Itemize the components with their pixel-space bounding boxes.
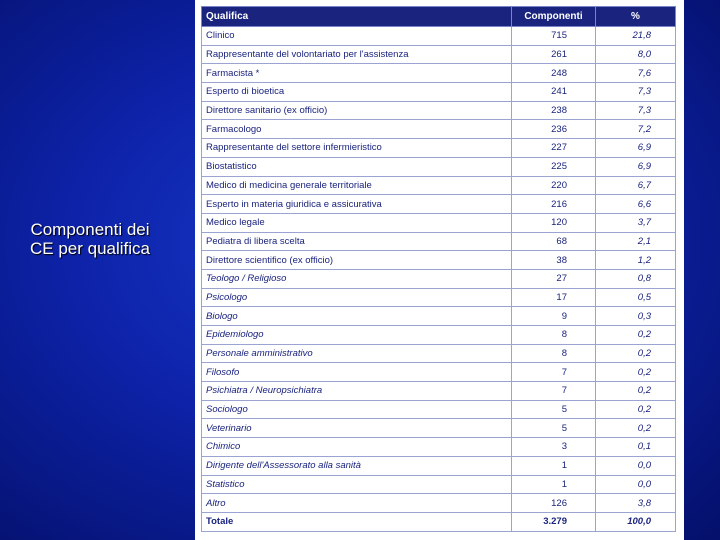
table-row — [202, 139, 676, 158]
componenti-cell: 241 — [512, 83, 596, 102]
percent-cell: 0,3 — [596, 307, 676, 326]
table-row — [202, 438, 676, 457]
percent-cell: 21,8 — [596, 27, 676, 46]
percent-cell: 0,2 — [596, 326, 676, 345]
table-row — [202, 157, 676, 176]
total-label: Totale — [202, 512, 512, 531]
componenti-cell: 5 — [512, 400, 596, 419]
table-row — [202, 195, 676, 214]
table-row — [202, 363, 676, 382]
total-row — [202, 512, 676, 531]
componenti-cell: 17 — [512, 288, 596, 307]
percent-cell: 0,2 — [596, 419, 676, 438]
componenti-cell: 216 — [512, 195, 596, 214]
componenti-cell: 120 — [512, 213, 596, 232]
qualifica-cell: Biologo — [202, 307, 512, 326]
table-row — [202, 176, 676, 195]
qualifica-cell: Esperto di bioetica — [202, 83, 512, 102]
percent-cell: 0,1 — [596, 438, 676, 457]
qualifica-cell: Chimico — [202, 438, 512, 457]
table-row — [202, 45, 676, 64]
table-row — [202, 494, 676, 513]
qualifica-cell: Medico di medicina generale territoriale — [202, 176, 512, 195]
componenti-cell: 220 — [512, 176, 596, 195]
percent-cell: 0,5 — [596, 288, 676, 307]
table-row — [202, 83, 676, 102]
table-row — [202, 456, 676, 475]
percent-cell: 8,0 — [596, 45, 676, 64]
table-body — [202, 27, 676, 532]
qualifica-cell: Teologo / Religioso — [202, 269, 512, 288]
percent-cell: 0,8 — [596, 269, 676, 288]
percent-cell: 7,3 — [596, 83, 676, 102]
qualifica-cell: Pediatra di libera scelta — [202, 232, 512, 251]
componenti-cell: 7 — [512, 363, 596, 382]
qualifica-cell: Farmacista * — [202, 64, 512, 83]
qualifica-cell: Direttore sanitario (ex officio) — [202, 101, 512, 120]
qualifica-table — [201, 6, 676, 532]
total-count: 3.279 — [512, 512, 596, 531]
table-row — [202, 382, 676, 401]
table-row — [202, 27, 676, 46]
table-row — [202, 344, 676, 363]
qualifica-cell: Medico legale — [202, 213, 512, 232]
table-row — [202, 251, 676, 270]
table-row — [202, 326, 676, 345]
componenti-cell: 68 — [512, 232, 596, 251]
componenti-cell: 5 — [512, 419, 596, 438]
percent-cell: 0,2 — [596, 363, 676, 382]
percent-cell: 6,9 — [596, 157, 676, 176]
qualifica-cell: Biostatistico — [202, 157, 512, 176]
percent-cell: 0,0 — [596, 475, 676, 494]
percent-cell: 2,1 — [596, 232, 676, 251]
componenti-cell: 27 — [512, 269, 596, 288]
percent-cell: 6,7 — [596, 176, 676, 195]
total-percent: 100,0 — [596, 512, 676, 531]
percent-cell: 6,6 — [596, 195, 676, 214]
percent-cell: 7,2 — [596, 120, 676, 139]
table-row — [202, 232, 676, 251]
percent-cell: 0,0 — [596, 456, 676, 475]
qualifica-cell: Rappresentante del settore infermieristico — [202, 139, 512, 158]
percent-cell: 3,8 — [596, 494, 676, 513]
percent-cell: 1,2 — [596, 251, 676, 270]
header-qualifica: Qualifica — [202, 7, 512, 27]
qualifica-cell: Farmacologo — [202, 120, 512, 139]
componenti-cell: 1 — [512, 475, 596, 494]
qualifica-cell: Psicologo — [202, 288, 512, 307]
componenti-cell: 261 — [512, 45, 596, 64]
qualifica-cell: Dirigente dell'Assessorato alla sanità — [202, 456, 512, 475]
table-row — [202, 419, 676, 438]
percent-cell: 7,6 — [596, 64, 676, 83]
percent-cell: 7,3 — [596, 101, 676, 120]
qualifica-table-card — [195, 0, 684, 540]
qualifica-cell: Veterinario — [202, 419, 512, 438]
table-row — [202, 475, 676, 494]
qualifica-cell: Direttore scientifico (ex officio) — [202, 251, 512, 270]
slide-side-title: Componenti dei CE per qualifica — [29, 220, 150, 258]
percent-cell: 6,9 — [596, 139, 676, 158]
componenti-cell: 7 — [512, 382, 596, 401]
percent-cell: 0,2 — [596, 400, 676, 419]
percent-cell: 0,2 — [596, 344, 676, 363]
componenti-cell: 38 — [512, 251, 596, 270]
componenti-cell: 227 — [512, 139, 596, 158]
table-row — [202, 400, 676, 419]
qualifica-cell: Psichiatra / Neuropsichiatra — [202, 382, 512, 401]
componenti-cell: 238 — [512, 101, 596, 120]
componenti-cell: 225 — [512, 157, 596, 176]
table-row — [202, 213, 676, 232]
componenti-cell: 126 — [512, 494, 596, 513]
table-row — [202, 64, 676, 83]
componenti-cell: 248 — [512, 64, 596, 83]
table-header-row — [202, 7, 676, 27]
componenti-cell: 8 — [512, 326, 596, 345]
componenti-cell: 1 — [512, 456, 596, 475]
table-row — [202, 269, 676, 288]
qualifica-cell: Esperto in materia giuridica e assicurativa — [202, 195, 512, 214]
table-row — [202, 288, 676, 307]
componenti-cell: 9 — [512, 307, 596, 326]
percent-cell: 3,7 — [596, 213, 676, 232]
qualifica-cell: Rappresentante del volontariato per l'assistenza — [202, 45, 512, 64]
table-row — [202, 307, 676, 326]
componenti-cell: 236 — [512, 120, 596, 139]
table-row — [202, 101, 676, 120]
header-percent: % — [596, 7, 676, 27]
table-row — [202, 120, 676, 139]
componenti-cell: 8 — [512, 344, 596, 363]
qualifica-cell: Altro — [202, 494, 512, 513]
qualifica-cell: Sociologo — [202, 400, 512, 419]
qualifica-cell: Clinico — [202, 27, 512, 46]
header-componenti: Componenti — [512, 7, 596, 27]
percent-cell: 0,2 — [596, 382, 676, 401]
qualifica-cell: Epidemiologo — [202, 326, 512, 345]
componenti-cell: 3 — [512, 438, 596, 457]
qualifica-cell: Statistico — [202, 475, 512, 494]
qualifica-cell: Personale amministrativo — [202, 344, 512, 363]
qualifica-cell: Filosofo — [202, 363, 512, 382]
componenti-cell: 715 — [512, 27, 596, 46]
